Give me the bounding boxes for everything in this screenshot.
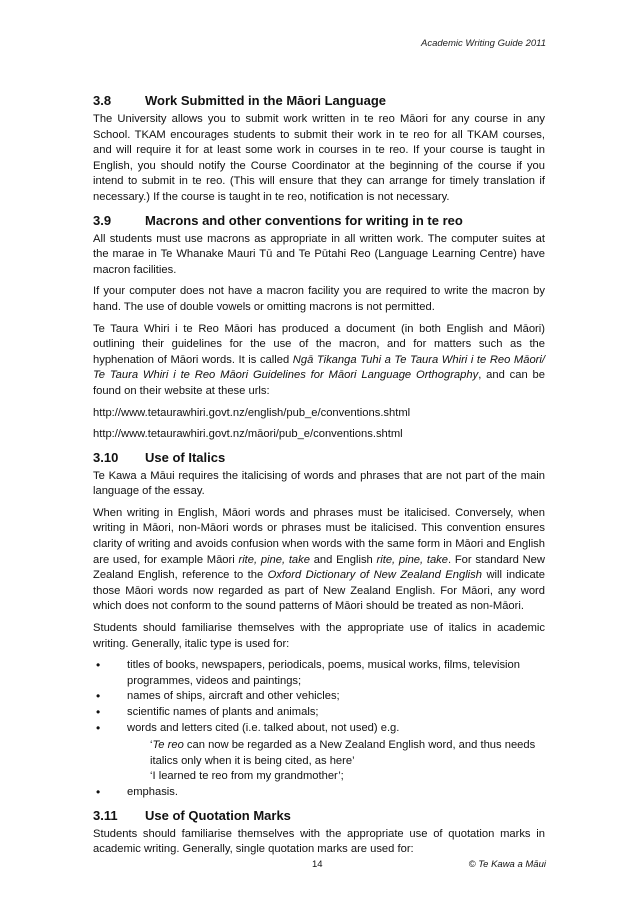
section-number: 3.9 [93,212,112,228]
section-heading [93,449,545,467]
italic-example: rite, pine, take [376,553,448,566]
page-number: 14 [312,859,323,870]
paragraph: Te Kawa a Māui requires the italicising of words and phrases that are not part of the main language of the essay. [93,469,545,498]
url-maori[interactable]: http://www.tetaurawhiri.govt.nz/māori/pub_e/conventions.shtml [93,428,403,441]
list-item: • names of ships, aircraft and other vehicles; [93,689,545,705]
section-heading [93,212,545,230]
text-run: . For standard New Zealand English, reference to the [93,553,545,582]
text-run: will indicate those Māori words now regarded as part of New Zealand English. For Māori, any word which does not conform to the sound patterns of Māori should be treated as non-Māori. [93,569,545,613]
section-title: Macrons and other conventions for writing in te reo [145,212,463,228]
section-3-9 [93,212,545,443]
running-header: Academic Writing Guide 2011 [421,38,546,49]
example-block [93,738,545,785]
example-line: ‘I learned te reo from my grandmother’; [150,770,344,783]
dictionary-title-italic: Oxford Dictionary of New Zealand English [267,569,482,582]
section-title: Use of Italics [145,449,226,465]
paragraph [93,322,545,400]
bullet-list [93,658,545,736]
section-title: Work Submitted in the Māori Language [145,93,386,108]
paragraph: If your computer does not have a macron facility you are required to write the macron by hand. The use of double vowels or omitting macrons is not permitted. [93,285,545,313]
section-number: 3.11 [93,807,118,823]
list-item: • emphasis. [93,785,545,801]
document-title-italic: Ngā Tikanga Tuhi a Te Taura Whiri i te Reo Māori/ Te Taura Whiri i te Reo Māori Guidelines for Māori Language Orthography [93,353,545,382]
section-3-8 [93,92,545,206]
bullet-list [93,785,545,801]
text-run: and English [309,553,377,566]
italic-example: Te reo [152,739,184,752]
text-run: , and can be found on their website at these urls: [93,369,546,397]
section-3-10 [93,449,545,801]
paragraph [93,506,545,615]
text-run: ‘ [150,739,153,752]
example-line [150,738,545,769]
text-run: can now be regarded as a New Zealand English word, and thus needs italics only when it is being cited, as here’ [150,739,536,767]
list-item: • words and letters cited (i.e. talked about, not used) e.g. [93,721,545,737]
page-content [93,92,545,864]
list-item: • scientific names of plants and animals; [93,705,545,721]
section-3-11 [93,807,545,858]
url-english[interactable]: http://www.tetaurawhiri.govt.nz/english/pub_e/conventions.shtml [93,406,411,419]
italic-example: rite, pine, take [238,553,310,566]
section-number: 3.10 [93,449,119,465]
paragraph: All students must use macrons as appropriate in all written work. The computer suites at the marae in Te Whanake Mauri Tū and Te Pūtahi Reo (Language Learning Centre) have macron facilities. [93,232,545,276]
list-item: • titles of books, newspapers, periodicals, poems, musical works, films, television programmes, videos and paintings; [93,658,545,689]
section-heading [93,807,545,825]
paragraph: Students should familiarise themselves with the appropriate use of quotation marks in academic writing. Generally, single quotation marks are used for: [93,827,545,856]
paragraph: The University allows you to submit work written in te reo Māori for any course in any School. TKAM encourages students to submit their work in te reo for all TKAM courses, and will require it for at least some work in courses in te reo. If your course is taught in English, you should notify the Course Coordinator at the beginning of the course if you intend to submit in te reo. (This will ensure that they can arrange for timely translation if necessary.) If the course is taught in te reo, notification is not necessary. [93,113,545,203]
text-run: When writing in English, Māori words and phrases must be italicised. Conversely, when writing in Māori, non-Māori words or phrases must be italicised. This convention ensures clarity of writing and avoids confusion when words with the same form in Māori and English are used, for example Māori [93,506,545,566]
copyright-notice: © Te Kawa a Māui [468,859,546,870]
section-heading [93,92,545,110]
section-title: Use of Quotation Marks [145,807,291,823]
text-run: Te Taura Whiri i te Reo Māori has produced a document (in both English and Māori) outlining their guidelines for the use of the macron, and for matters such as the hyphenation of Māori words. It is called [93,322,545,366]
paragraph: Students should familiarise themselves with the appropriate use of italics in academic writing. Generally, italic type is used for: [93,622,545,650]
section-number: 3.8 [93,93,112,108]
